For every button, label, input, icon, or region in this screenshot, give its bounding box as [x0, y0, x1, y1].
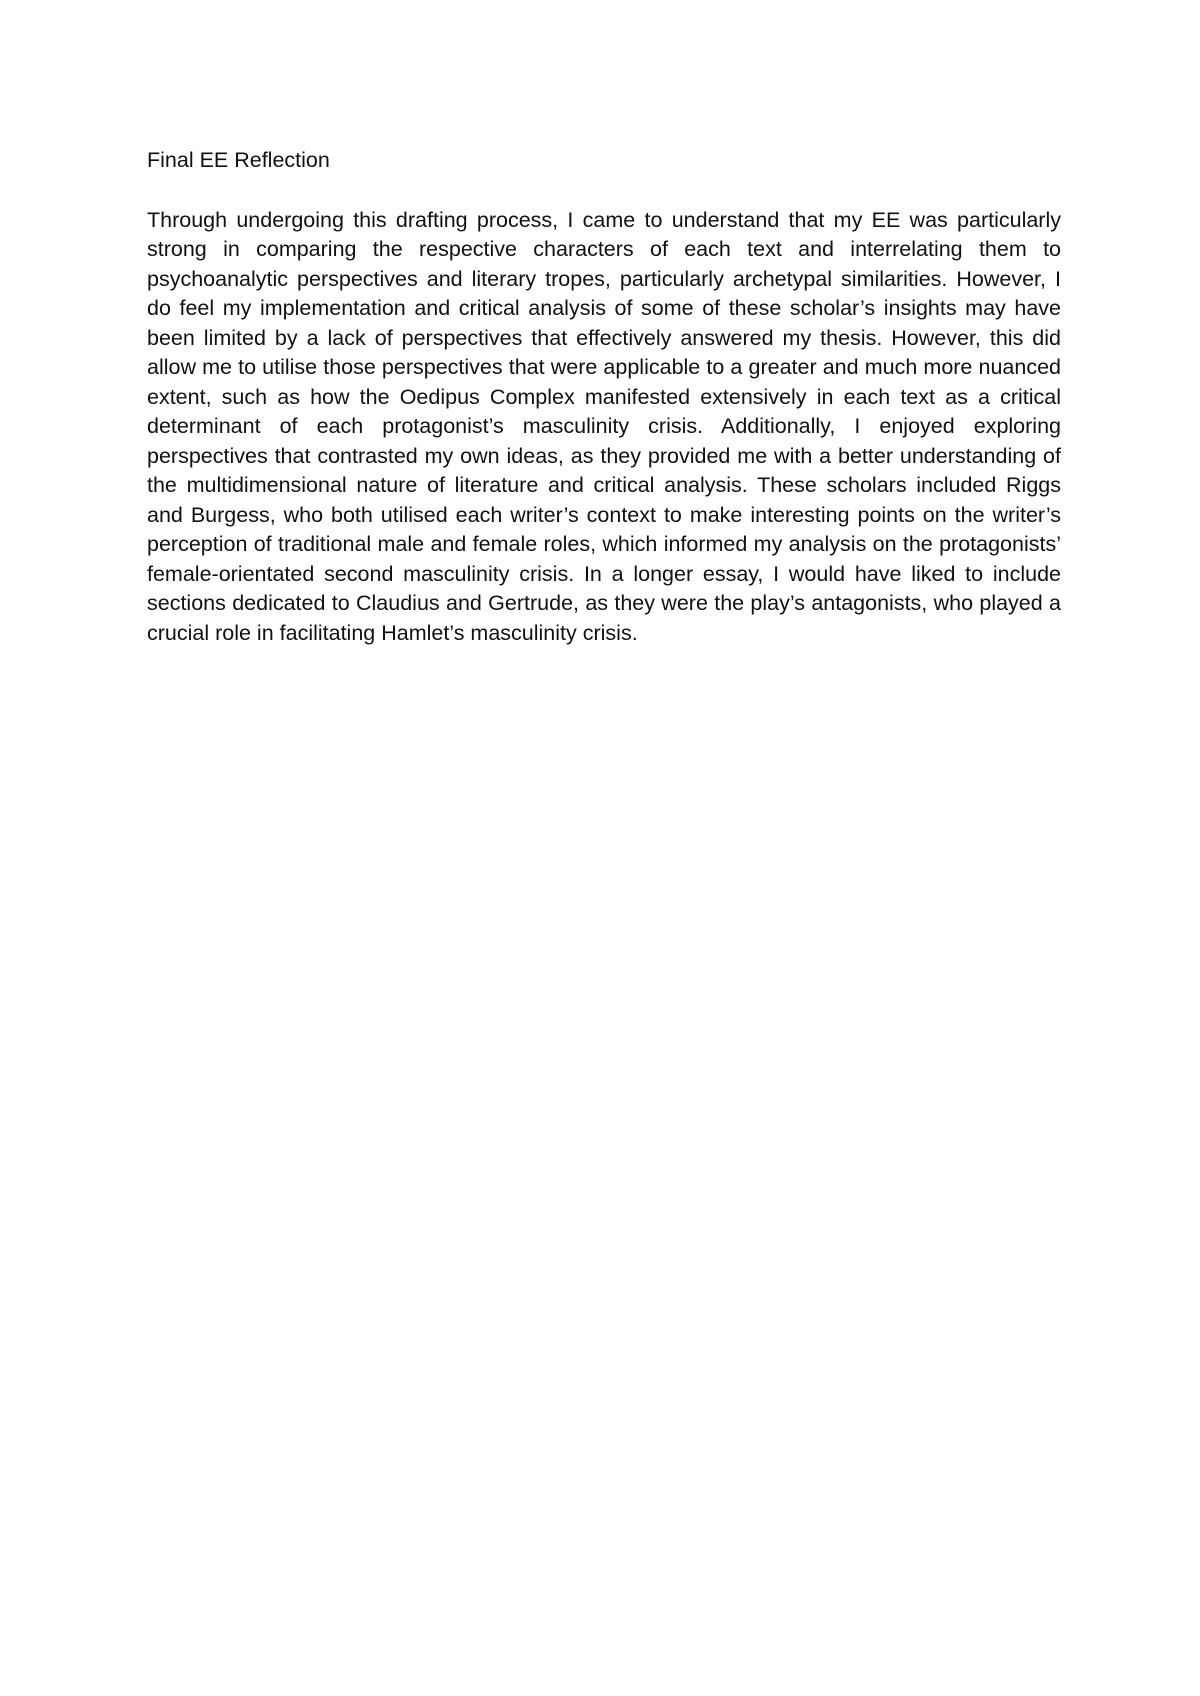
document-title: Final EE Reflection — [147, 148, 330, 172]
document-content — [147, 146, 1061, 648]
document-body-paragraph: Through undergoing this drafting process, I came to understand that my EE was particularly strong in comparing the respective characters of each text and interrelating them to psychoanalytic perspectives and literary tropes, particularly archetypal similarities. However, I do feel my implementation and critical analysis of some of these scholar’s insights may have been limited by a lack of perspectives that effectively answered my thesis. However, this did allow me to utilise those perspectives that were applicable to a greater and much more nuanced extent, such as how the Oedipus Complex manifested extensively in each text as a critical determinant of each protagonist’s masculinity crisis. Additionally, I enjoyed exploring perspectives that contrasted my own ideas, as they provided me with a better understanding of the multidimensional nature of literature and critical analysis. These scholars included Riggs and Burgess, who both utilised each writer’s context to make interesting points on the writer’s perception of traditional male and female roles, which informed my analysis on the protagonists’ female-orientated second masculinity crisis. In a longer essay, I would have liked to include sections dedicated to Claudius and Gertrude, as they were the play’s antagonists, who played a crucial role in facilitating Hamlet’s masculinity crisis. — [147, 207, 1061, 645]
